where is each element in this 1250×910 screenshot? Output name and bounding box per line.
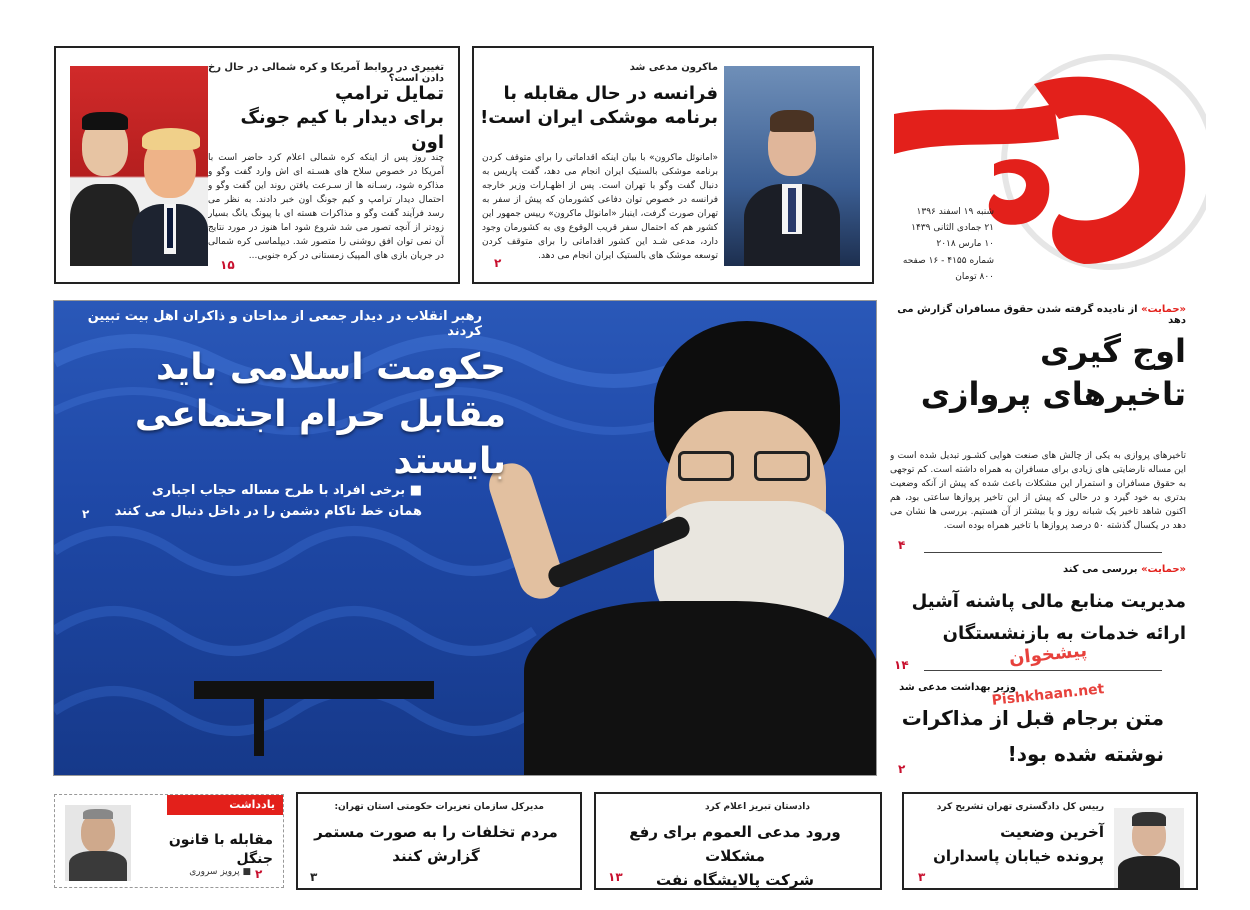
macron-photo: [724, 66, 860, 266]
date-gregorian: ۱۰ مارس ۲۰۱۸: [936, 239, 994, 250]
macron-headline-2: برنامه موشکی ایران است!: [480, 107, 718, 129]
third-page: ۲: [898, 762, 906, 776]
divider-1: [924, 552, 1162, 553]
third-headline-1: متن برجام قبل از مذاکرات: [901, 706, 1164, 730]
bottom-box-4-author: ■ پرویز سروری: [189, 867, 251, 877]
article-trump[interactable]: [54, 46, 460, 284]
leader-figure: [454, 301, 877, 776]
bottom-box-3-page: ۳: [310, 870, 318, 884]
trump-headline-1: تمایل ترامپ: [334, 83, 444, 104]
second-kicker: بررسی می کند: [1062, 564, 1142, 575]
lead-page: ۴: [898, 538, 906, 552]
feature-sub-2: همان خط ناکام دشمن را در داخل دنبال می کنند: [114, 503, 422, 519]
bottom-box-2-headline-1: ورود مدعی العموم برای رفع مشکلات: [629, 823, 841, 865]
bottom-box-1-kicker: رییس کل دادگستری تهران تشریح کرد: [936, 802, 1104, 812]
bottom-box-1[interactable]: [902, 792, 1198, 890]
bottom-box-2-kicker: دادستان تبریز اعلام کرد: [704, 802, 810, 812]
bottom-box-2-headline-2: شرکت پالایشگاه نفت: [656, 871, 814, 889]
bottom-box-3-kicker: مدیرکل سازمان تعزیرات حکومتی استان تهران:: [334, 802, 544, 812]
feature-headline-1: حکومت اسلامی باید: [155, 347, 506, 388]
feature-page: ۲: [82, 507, 90, 521]
bottom-box-4[interactable]: [54, 794, 284, 888]
bottom-box-3[interactable]: [296, 792, 582, 890]
article-macron[interactable]: [472, 46, 874, 284]
lead-headline-2: تاخیرهای پروازی: [920, 375, 1186, 414]
lead-body: تاخیرهای پروازی به یکی از چالش های صنعت هوایی کشـور تبدیل شده است و این مساله نارضایتی های زیادی برای مسافران به همراه داشته است. کم توجهی به حقوق مسافران و استمرار این مشکلات باعث شده که پیش از آنکه وضعیت بدتری به خود گیرد و در حالی که پیش از این تاخیر پروازها ساعتی بود، هم اکنون شاهد تاخیر یک شبانه روز و یا بیشتر از آن هستیم. بررسی ها نشان می دهد در یکسال گذشته ۵۰ درصد پروازها با تاخیر همراه بوده است.: [890, 451, 1186, 531]
trump-body: چند روز پس از اینکه کره شمالی اعلام کرد حاضر است با آمریکا در خصوص سلاح های هسـته ای اش وارد گفت وگو و مذاکره شود، رسـانه ها از سـرعت یافتن روند این گفت وگو و احتمال دیدار ترامپ و کیم جونگ اون خبر دادند. به نظر می رسد فرآیند گفت وگو و مذاکرات هسته ای با پیونگ یانگ بسیار زودتر از آنچه تصور می شد شروع شود اما هنوز در مورد نتایج آن نمی توان افق روشنی را متصور شد. دیپلماسی کره شمالی در جریان بازی های المپیک زمستانی در کره جنوبی...: [208, 153, 444, 261]
trump-headline-2: برای دیدار با کیم جونگ اون: [240, 107, 444, 153]
bottom-box-4-headline-1: مقابله با قانون جنگل: [168, 832, 273, 867]
masthead: [884, 44, 1206, 294]
macron-headline-1: فرانسه در حال مقابله با: [503, 83, 718, 104]
feature-sub-1: ■ برخی افراد با طرح مساله حجاب اجباری: [151, 483, 422, 498]
lead-kicker-brand: «حمایت»: [1141, 304, 1186, 315]
third-kicker: وزیر بهداشت مدعی شد: [899, 682, 1016, 693]
bottom-box-1-page: ۳: [918, 870, 926, 884]
second-page: ۱۴: [894, 658, 909, 672]
trump-page: ۱۵: [220, 258, 235, 272]
issue-number: شماره ۴۱۵۵ - ۱۶ صفحه: [902, 255, 994, 266]
second-headline-1: مدیریت منابع مالی پاشنه آشیل: [911, 591, 1186, 612]
bottom-box-1-photo: [1114, 808, 1184, 888]
macron-body: «امانوئل ماکرون» با بیان اینکه اقداماتی را برای متوقف کردن برنامه موشکی بالستیک ایران انجام می دهد، گفت پاریس به دنبال گفت وگو با تهران است. پس از اظهـارات وزیر خارجه فرانسه در خصوص توان دفاعی کشورمان که پیش از سفر به تهران صورت گرفت، اینبار «امانوئل ماکرون» رییس جمهور این کشور هم که احتمال سفر قریب الوقوع وی به کشورمان وجود دارد، مدعی شـد این کشور اقداماتی را برای متوقف کردن توسعه موشک های بالستیک ایران انجام می دهد.: [482, 153, 718, 261]
watermark: [978, 639, 1118, 734]
bottom-box-3-headline-1: مردم تخلفات را به صورت مستمر: [314, 823, 558, 841]
third-headline-2: نوشته شده بود!: [1007, 742, 1164, 766]
bottom-box-2[interactable]: [594, 792, 882, 890]
price: ۸۰۰ تومان: [955, 271, 994, 282]
bottom-box-2-page: ۱۳: [608, 870, 623, 884]
date-hijri: ۲۱ جمادی الثانی ۱۴۳۹: [911, 223, 994, 234]
macron-page: ۲: [494, 256, 502, 270]
second-kicker-brand: «حمایت»: [1141, 564, 1186, 575]
main-feature[interactable]: [53, 300, 877, 776]
watermark-text-1: پیشخوان: [1008, 639, 1088, 670]
watermark-text-2: Pishkhaan.net: [990, 681, 1106, 709]
lead-headline-1: اوج گیری: [1040, 332, 1186, 370]
trump-kim-photo: [70, 66, 208, 266]
bottom-box-4-photo: [65, 805, 131, 881]
feature-headline-2: مقابل حرام اجتماعی بایستد: [134, 393, 506, 482]
bottom-box-4-kicker: یادداشت: [167, 795, 283, 815]
bottom-box-1-headline-1: آخرین وضعیت: [1000, 823, 1104, 841]
second-headline-2: ارائه خدمات به بازنشستگان: [942, 622, 1186, 644]
bottom-box-3-headline-2: گزارش کنند: [392, 847, 480, 865]
macron-kicker: ماکرون مدعی شد: [629, 62, 718, 73]
date-persian: شنبه ۱۹ اسفند ۱۳۹۶: [916, 207, 994, 217]
lead-kicker: از نادیده گرفته شدن حقوق مسافران گزارش می دهد: [897, 304, 1186, 326]
bottom-box-4-page: ۲: [255, 867, 263, 881]
trump-kicker: تغییری در روابط آمریکا و کره شمالی در حال رخ دادن است؟: [207, 62, 444, 84]
feature-kicker: رهبر انقلاب در دیدار جمعی از مداحان و ذاکران اهل بیت تبیین کردند: [87, 309, 482, 339]
bottom-box-1-headline-2: پرونده خیابان پاسداران: [933, 847, 1104, 865]
